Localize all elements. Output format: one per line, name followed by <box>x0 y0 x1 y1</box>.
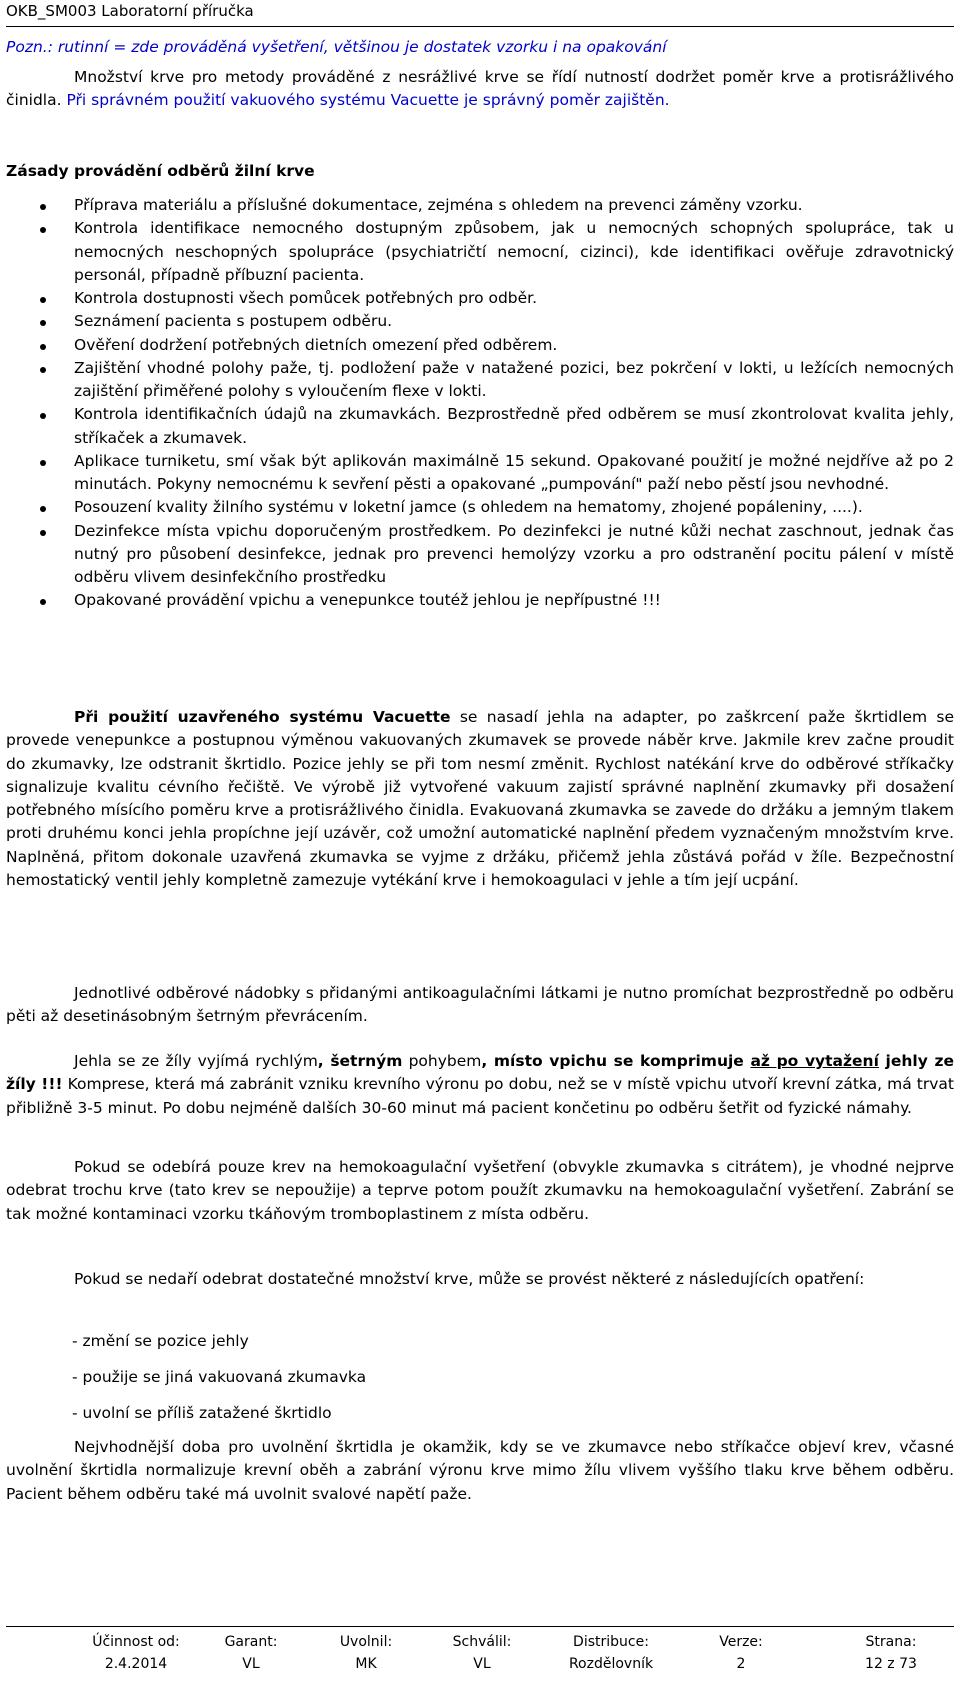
footer-value: 2.4.2014 <box>104 1656 168 1672</box>
note-rutinni: Pozn.: rutinní = zde prováděná vyšetření, většinou je dostatek vzorku i na opakování <box>6 38 667 56</box>
jehla-text-1: Jehla se ze žíly vyjímá rychlým <box>74 1052 318 1070</box>
footer-distribuce <box>551 1631 671 1675</box>
page-footer <box>6 1626 954 1685</box>
bullet-item: Kontrola identifikace nemocného dostupným způsobem, jak u nemocných schopných spolupráce, tak u nemocných neschopných spolupráce (psychiatričtí nemocní, cizinci), kde identifikaci ověřuje zdravotnický personál, případně příbuzní pacienta. <box>6 217 954 287</box>
nedari-paragraph: Pokud se nedaří odebrat dostatečné množství krve, může se provést některé z následujících opatření: <box>74 1270 865 1288</box>
footer-value: Rozdělovník <box>568 1656 654 1672</box>
bullet-item: Příprava materiálu a příslušné dokumentace, zejména s ohledem na prevenci záměny vzorku. <box>6 194 954 217</box>
footer-value: MK <box>355 1656 377 1672</box>
footer-label: Uvolnil: <box>339 1634 393 1650</box>
intro-vacuette-text: Při správném použití vakuového systému Vacuette je správný poměr zajištěn. <box>66 91 670 110</box>
footer-label: Verze: <box>719 1634 763 1650</box>
jehla-bold-2: , místo vpichu se komprimuje <box>481 1052 751 1070</box>
dash-item: - změní se pozice jehly <box>72 1332 249 1350</box>
footer-value: VL <box>473 1656 491 1672</box>
footer-label: Distribuce: <box>573 1634 649 1650</box>
vacuette-paragraph <box>6 706 954 892</box>
footer-strana <box>841 1631 941 1675</box>
footer-schvalil <box>442 1631 522 1675</box>
footer-label: Účinnost od: <box>92 1634 180 1650</box>
bullet-item: Seznámení pacienta s postupem odběru. <box>6 310 954 333</box>
jehla-text-3: Komprese, která má zabránit vzniku krevního výronu po dobu, než se v místě vpichu utvoří krevní zátka, má trvat přibližně 3-5 minut. Po dobu nejméně dalších 30-60 minut má pacient končetinu po odběru šetřit od fyzické námahy. <box>6 1075 955 1117</box>
page-header <box>6 0 954 27</box>
bullet-item: Posouzení kvality žilního systému v loketní jamce (s ohledem na hematomy, zhojené popáleniny, ....). <box>6 496 954 519</box>
footer-verze <box>711 1631 771 1675</box>
header-title: OKB_SM003 Laboratorní příručka <box>6 2 254 20</box>
nadobky-paragraph: Jednotlivé odběrové nádobky s přidanými antikoagulačními látkami je nutno promíchat bezprostředně po odběru pěti až desetinásobným šetrným převrácením. <box>6 984 954 1026</box>
footer-label: Strana: <box>865 1634 917 1650</box>
bullet-item: Ověření dodržení potřebných dietních omezení před odběrem. <box>6 334 954 357</box>
bullet-list <box>6 194 954 613</box>
section-title: Zásady provádění odběrů žilní krve <box>6 162 315 180</box>
jehla-bold-underline: až po vytažení <box>750 1052 879 1070</box>
footer-ucinnost <box>76 1631 196 1675</box>
bullet-item: Kontrola identifikačních údajů na zkumavkách. Bezprostředně před odběrem se musí zkontrolovat kvalita jehly, stříkaček a zkumavek. <box>6 403 954 450</box>
jehla-bold-1: , šetrným <box>317 1052 403 1070</box>
doba-paragraph: Nejvhodnější doba pro uvolnění škrtidla je okamžik, kdy se ve zkumavce nebo stříkačce objeví krev, včasné uvolnění škrtidla normalizuje krevní oběh a zabrání výronu krve mimo žílu vlivem vyššího tlaku krve během odběru. Pacient během odběru také má uvolnit svalové napětí paže. <box>6 1438 954 1503</box>
dash-item: - použije se jiná vakuovaná zkumavka <box>72 1368 367 1386</box>
footer-garant <box>211 1631 291 1675</box>
bullet-item: Zajištění vhodné polohy paže, tj. podložení paže v natažené pozici, bez pokrčení v lokti, u ležících nemocných zajištění přiměřené polohy s vyloučením flexe v lokti. <box>6 357 954 404</box>
footer-label: Schválil: <box>452 1634 512 1650</box>
bullet-item: Opakované provádění vpichu a venepunkce toutéž jehlou je nepřípustné !!! <box>6 589 954 612</box>
vacuette-text: se nasadí jehla na adapter, po zaškrcení paže škrtidlem se provede venepunkce a postupnou výměnou vakuovaných zkumavek se provede náběr krve. Jakmile krev začne proudit do zkumavky, lze odstranit škrtidlo. Pozice jehly se při tom nesmí změnit. Rychlost natékání krve do odběrové stříkačky signalizuje kvalitu cévního řečiště. Ve výrobě již vytvořené vakuum zajistí správné naplnění zkumavky při dosažení potřebného mísícího poměru krve a protisrážlivého činidla. Evakuovaná zkumavka se zavede do držáku a jemným tlakem proti druhému konci jehla propíchne její uzávěr, což umožní automatické naplnění předem vyznačeným množstvím krve. Naplněná, přitom dokonale uzavřená zkumavka se vyjme z držáku, přičemž jehla zůstává pořád v žíle. Bezpečnostní hemostatický ventil jehly kompletně zamezuje vytékání krve i hemokoagulaci v jehle a tím její ucpání. <box>6 708 954 889</box>
bullet-item: Kontrola dostupnosti všech pomůcek potřebných pro odběr. <box>6 287 954 310</box>
vacuette-bold-lead: Při použití uzavřeného systému Vacuette <box>74 708 451 726</box>
footer-value: VL <box>242 1656 260 1672</box>
footer-label: Garant: <box>224 1634 278 1650</box>
bullet-item: Dezinfekce místa vpichu doporučeným prostředkem. Po dezinfekci je nutné kůži nechat zaschnout, jednak čas nutný pro působení desinfekce, jednak pro prevenci hemolýzy vzorku a pro odstranění pocitu pálení v místě odběru vlivem desinfekčního prostředku <box>6 520 954 590</box>
jehla-paragraph <box>6 1050 954 1120</box>
intro-paragraph <box>6 66 954 113</box>
intro-text: Množství krve pro metody prováděné z nesrážlivé krve se řídí nutností dodržet poměr krve a protisrážlivého činidla. <box>6 68 954 110</box>
footer-value: 2 <box>736 1656 746 1672</box>
footer-uvolnil <box>326 1631 406 1675</box>
bullet-item: Aplikace turniketu, smí však být aplikován maximálně 15 sekund. Opakované použití je možné nejdříve až po 2 minutách. Pokyny nemocnému k sevření pěsti a opakované „pumpování" paží nebo pěstí jsou nevhodné. <box>6 450 954 497</box>
jehla-bold-3: jehly ze žíly !!! <box>6 1052 954 1094</box>
hemokoag-paragraph: Pokud se odebírá pouze krev na hemokoagulační vyšetření (obvykle zkumavka s citrátem), je vhodné nejprve odebrat trochu krve (tato krev se nepoužije) a teprve potom použít zkumavku na hemokoagulační vyšetření. Zabrání se tak možné kontaminaci vzorku tkáňovým tromboplastinem z místa odběru. <box>6 1158 954 1223</box>
dash-item: - uvolní se příliš zatažené škrtidlo <box>72 1404 332 1422</box>
jehla-text-2: pohybem <box>402 1052 482 1070</box>
footer-value: 12 z 73 <box>865 1656 917 1672</box>
